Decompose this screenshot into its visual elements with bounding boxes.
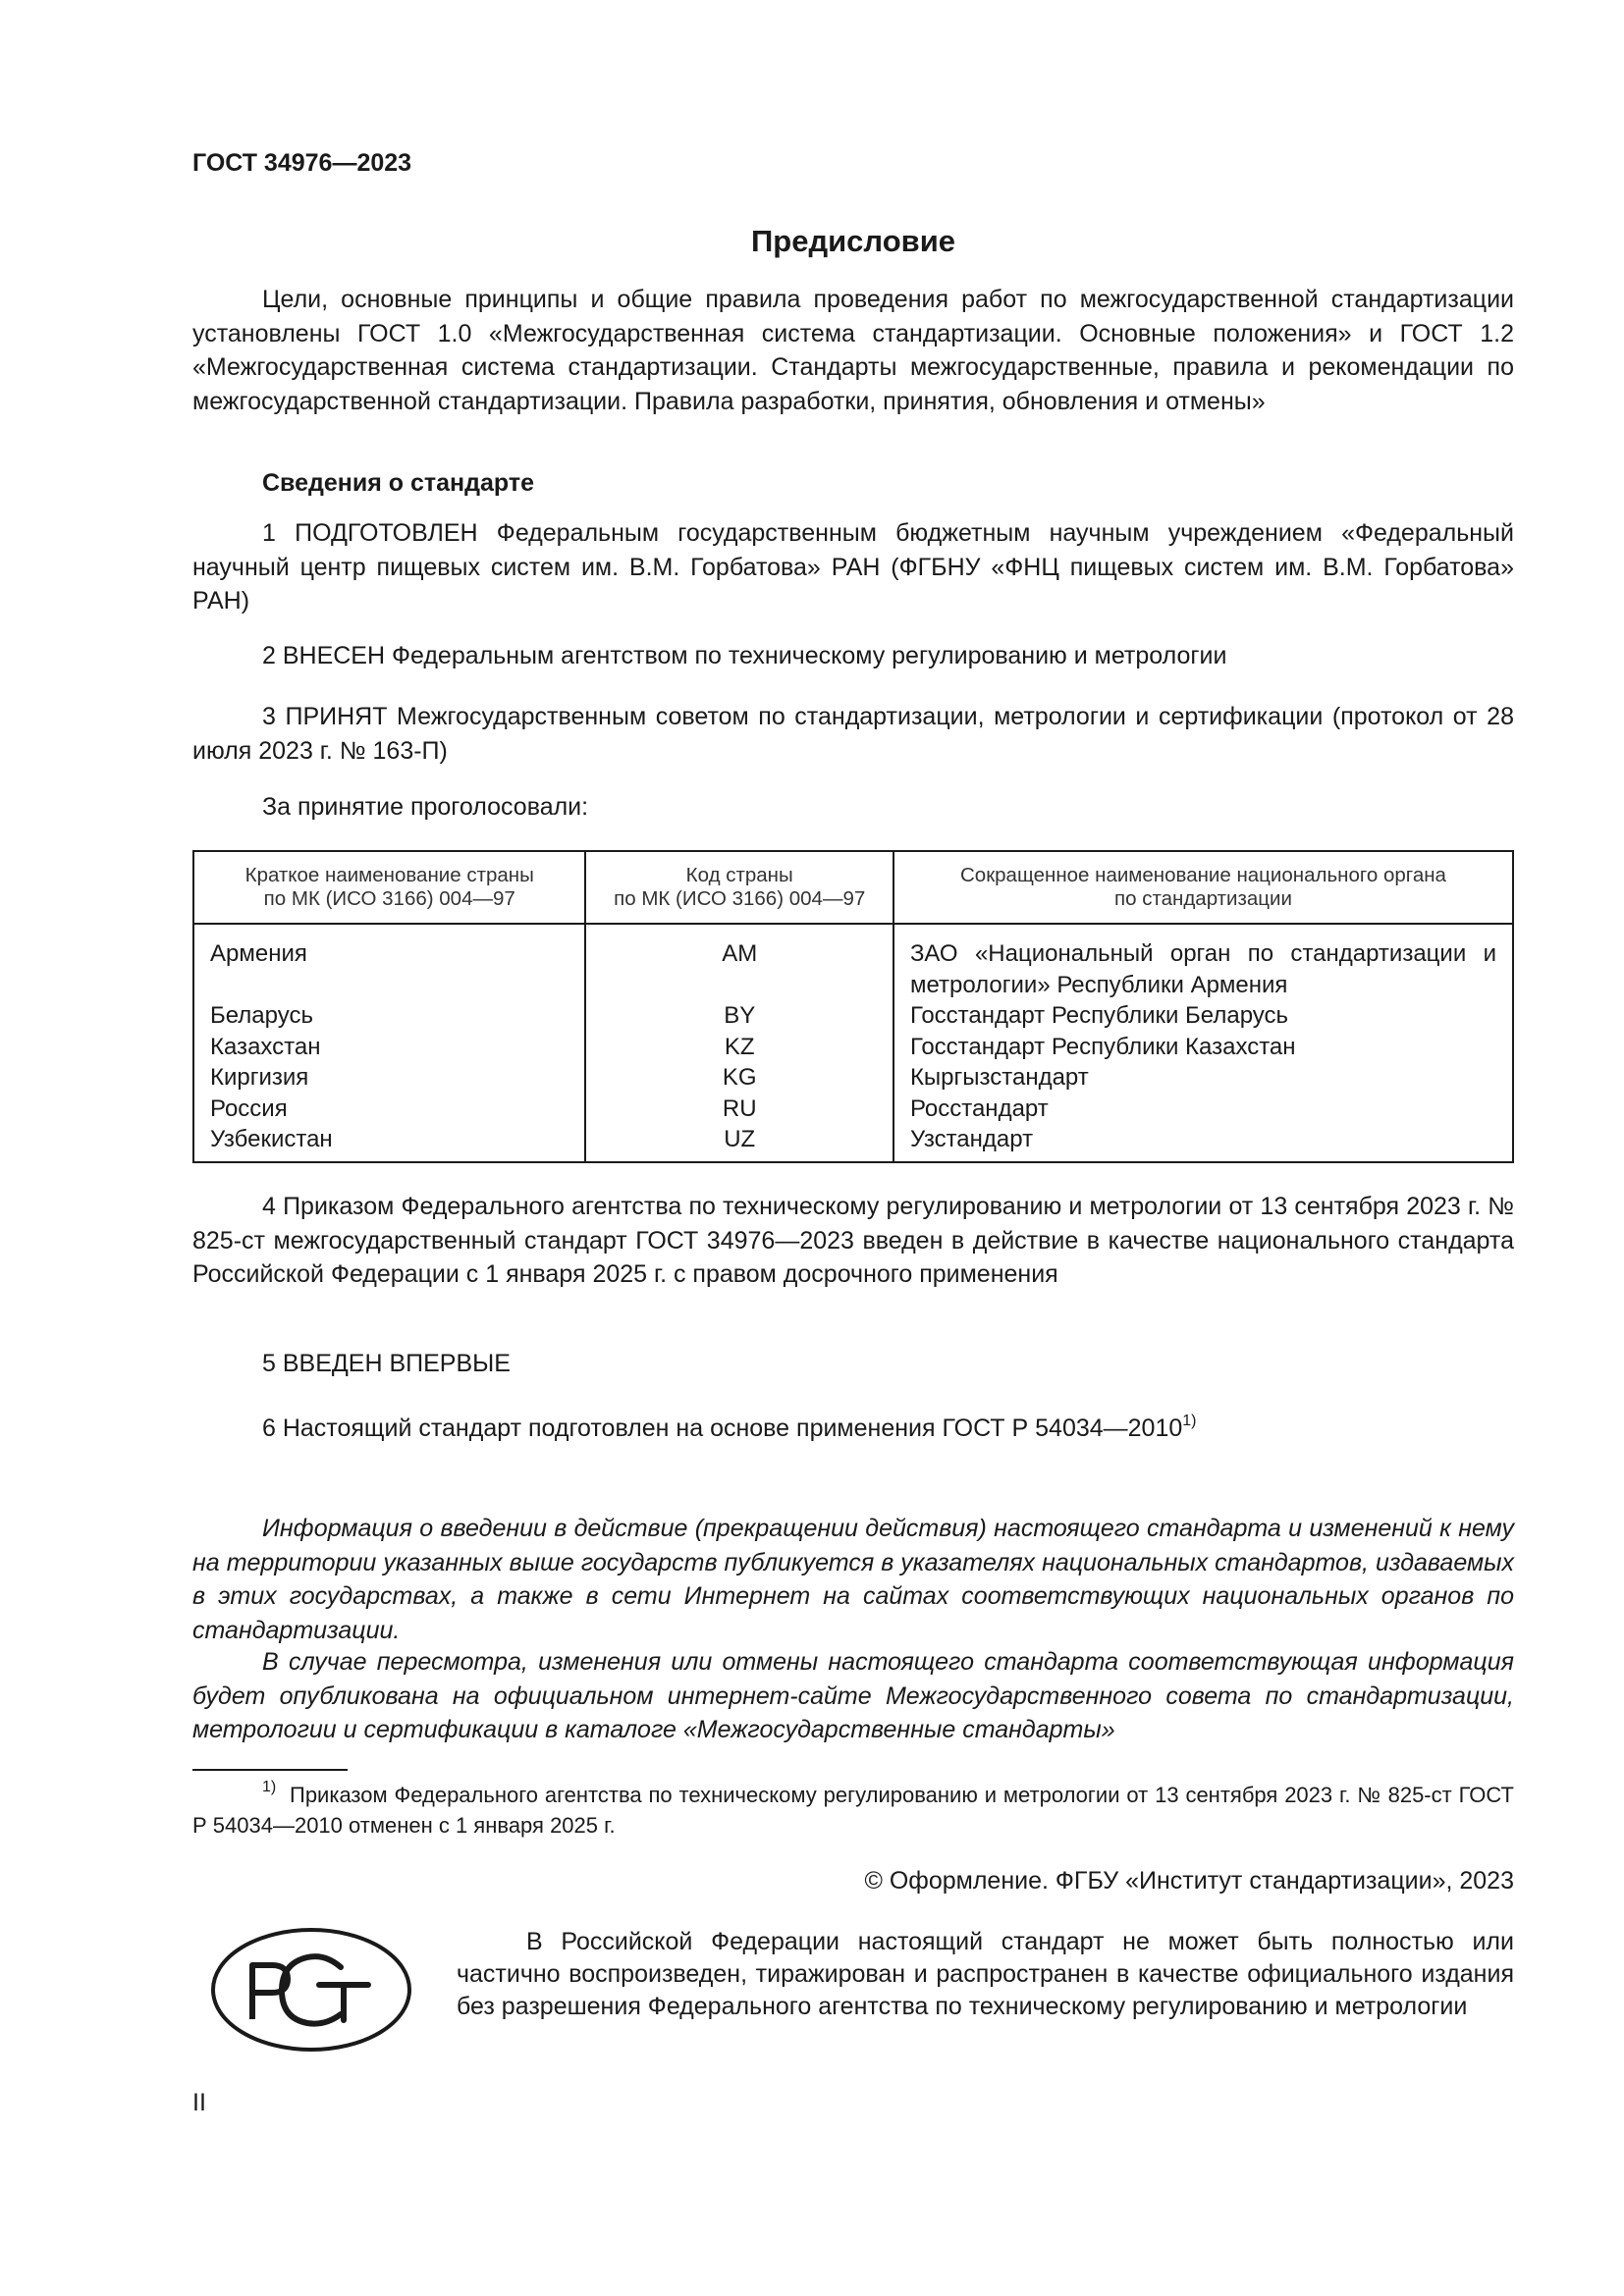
- country-code-cell: AM: [585, 924, 893, 1000]
- table-row: [193, 1124, 1513, 1162]
- notice-paragraph-1: Информация о введении в действие (прекращении действия) настоящего стандарта и изменений к нему на территории указанных выше государств публикуется в указателях национальных стандартов, издаваемых в этих государствах, а также в сети Интернет на сайтах соответствующих национальных органов по стандартизации.: [192, 1515, 1514, 1644]
- table-row: [193, 1032, 1513, 1063]
- rights-notice: В Российской Федерации настоящий стандарт не может быть полностью или частично воспроизведен, тиражирован и распространен в качестве официального издания без разрешения Федерального агентства по техническому регулированию и метрологии: [457, 1928, 1514, 2020]
- country-cell: Узбекистан: [193, 1124, 585, 1162]
- column-header-code: [585, 851, 893, 924]
- country-code-cell: RU: [585, 1094, 893, 1125]
- country-code-cell: UZ: [585, 1124, 893, 1162]
- column-header-organization: [893, 851, 1513, 924]
- country-code-cell: KZ: [585, 1032, 893, 1063]
- column-header-line: по МК (ИСО 3166) 004—97: [614, 887, 866, 910]
- voting-countries-table: [192, 850, 1514, 1163]
- column-header-line: по МК (ИСО 3166) 004—97: [263, 887, 515, 910]
- organization-cell: Росстандарт: [893, 1094, 1513, 1125]
- country-cell: Россия: [193, 1094, 585, 1125]
- table-row: [193, 1000, 1513, 1032]
- item-1-paragraph: 1 ПОДГОТОВЛЕН Федеральным государственным бюджетным научным учреждением «Федеральный научный центр пищевых систем им. В.М. Горбатова» РАН (ФГБНУ «ФНЦ пищевых систем им. В.М. Горбатова» РАН): [192, 519, 1514, 614]
- footnote-reference: 1): [1182, 1413, 1197, 1429]
- country-code-cell: BY: [585, 1000, 893, 1032]
- organization-cell: Кыргызстандарт: [893, 1062, 1513, 1094]
- column-header-line: Краткое наименование страны: [244, 864, 534, 886]
- item-6-paragraph: [192, 1412, 1514, 1446]
- notice-paragraph-2: В случае пересмотра, изменения или отмены настоящего стандарта соответствующая информация будет опубликована на официальном интернет-сайте Межгосударственного совета по стандартизации, метрологии и сертификации в каталоге «Межгосударственные стандарты»: [192, 1648, 1514, 1743]
- table-row: [193, 1094, 1513, 1125]
- item-4-paragraph: 4 Приказом Федерального агентства по техническому регулированию и метрологии от 13 сентября 2023 г. № 825-ст межгосударственный стандарт ГОСТ 34976—2023 введен в действие в качестве национального стандарта Российской Федерации с 1 января 2025 г. с правом досрочного применения: [192, 1193, 1514, 1288]
- footnote-text: Приказом Федерального агентства по техническому регулированию и метрологии от 13 сентября 2023 г. № 825-ст ГОСТ Р 54034—2010 отменен с 1 января 2025 г.: [192, 1783, 1514, 1838]
- column-header-line: Сокращенное наименование национального органа: [959, 864, 1446, 886]
- rst-mark-icon: [209, 1926, 413, 2054]
- page-number: II: [192, 2089, 206, 2116]
- page-title: Предисловие: [750, 224, 955, 258]
- table-row: [193, 924, 1513, 1000]
- item-6-text: 6 Настоящий стандарт подготовлен на основе применения ГОСТ Р 54034—2010: [262, 1415, 1183, 1442]
- table-header-row: [193, 851, 1513, 924]
- footnote: [192, 1781, 1514, 1841]
- organization-cell: ЗАО «Национальный орган по стандартизации и метрологии» Республики Армения: [893, 924, 1513, 1000]
- column-header-line: по стандартизации: [1114, 887, 1292, 910]
- item-2-paragraph: 2 ВНЕСЕН Федеральным агентством по техническому регулированию и метрологии: [262, 642, 1227, 669]
- footnote-mark: 1): [262, 1779, 277, 1795]
- item-3-paragraph: 3 ПРИНЯТ Межгосударственным советом по стандартизации, метрологии и сертификации (протокол от 28 июля 2023 г. № 163-П): [192, 703, 1514, 765]
- column-header-line: Код страны: [685, 864, 793, 886]
- organization-cell: Госстандарт Республики Казахстан: [893, 1032, 1513, 1063]
- item-5-paragraph: 5 ВВЕДЕН ВПЕРВЫЕ: [262, 1350, 511, 1377]
- country-code-cell: KG: [585, 1062, 893, 1094]
- info-heading: Сведения о стандарте: [262, 469, 535, 497]
- footnote-separator: [192, 1769, 348, 1771]
- column-header-country: [193, 851, 585, 924]
- vote-intro: За принятие проголосовали:: [262, 793, 589, 821]
- organization-cell: Узстандарт: [893, 1124, 1513, 1162]
- copyright-notice: © Оформление. ФГБУ «Институт стандартизации», 2023: [864, 1867, 1514, 1895]
- standard-code: ГОСТ 34976—2023: [192, 149, 412, 177]
- country-cell: Беларусь: [193, 1000, 585, 1032]
- organization-cell: Госстандарт Республики Беларусь: [893, 1000, 1513, 1032]
- intro-paragraph: Цели, основные принципы и общие правила проведения работ по межгосударственной стандартизации установлены ГОСТ 1.0 «Межгосударственная система стандартизации. Основные положения» и ГОСТ 1.2 «Межгосударственная система стандартизации. Стандарты межгосударственные, правила и рекомендации по межгосударственной стандартизации. Правила разработки, принятия, обновления и отмены»: [192, 286, 1514, 415]
- country-cell: Киргизия: [193, 1062, 585, 1094]
- table-row: [193, 1062, 1513, 1094]
- country-cell: Казахстан: [193, 1032, 585, 1063]
- country-cell: Армения: [193, 924, 585, 1000]
